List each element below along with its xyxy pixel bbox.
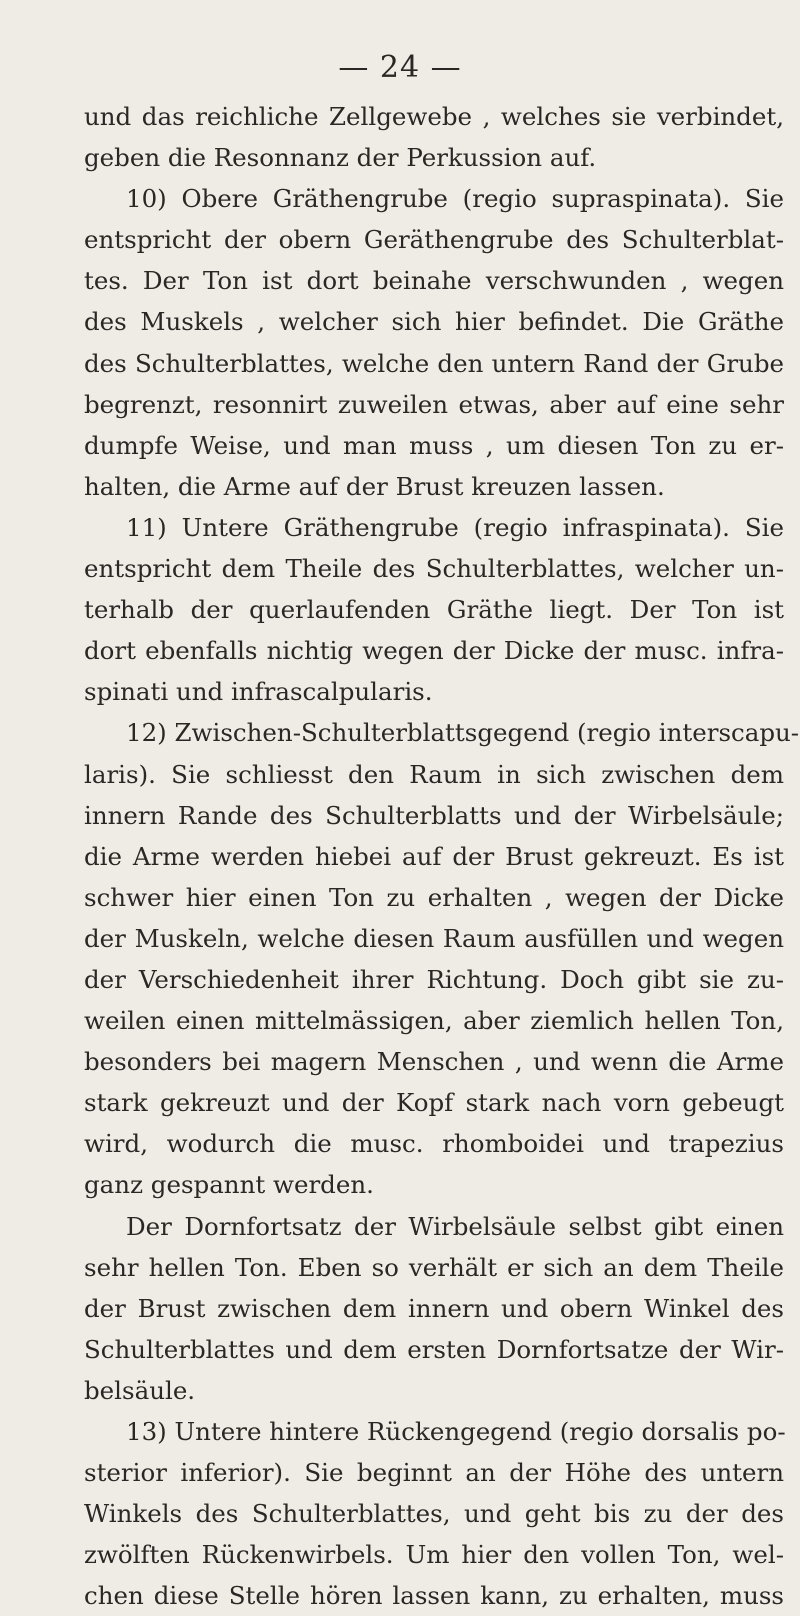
page-number: — 24 — [338, 50, 462, 85]
text-line: 13) Untere hintere Rückengegend (regio dorsalis po- [126, 1417, 786, 1446]
text-line: des Muskels , welcher sich hier befindet. Die Gräthe [84, 307, 784, 337]
text-line: sehr hellen Ton. Eben so verhält er sich an dem Theile [84, 1252, 784, 1282]
text-line: innern Rande des Schulterblatts und der Wirbelsäule; [84, 800, 784, 830]
text-line: weilen einen mittelmässigen, aber ziemlich hellen Ton, [84, 1006, 784, 1036]
text-line: geben die Resonnanz der Perkussion auf. [84, 143, 597, 173]
text-line: 11) Untere Gräthengrube (regio infraspinata). Sie [126, 512, 784, 542]
text-line: Der Dornfortsatz der Wirbelsäule selbst gibt einen [126, 1211, 784, 1241]
text-line: chen diese Stelle hören lassen kann, zu erhalten, muss [84, 1581, 784, 1611]
text-line: 10) Obere Gräthengrube (regio supraspinata). Sie [126, 184, 784, 214]
text-line: die Arme werden hiebei auf der Brust gekreuzt. Es ist [84, 841, 784, 871]
text-line: und das reichliche Zellgewebe , welches sie verbindet, [84, 102, 784, 131]
text-line: begrenzt, resonnirt zuweilen etwas, aber auf eine sehr [84, 389, 784, 419]
text-line: stark gekreuzt und der Kopf stark nach vorn gebeugt [84, 1088, 784, 1118]
text-line: ganz gespannt werden. [84, 1170, 374, 1200]
text-line: dumpfe Weise, und man muss , um diesen Ton zu er- [84, 430, 784, 460]
text-line: der Brust zwischen dem innern und obern Winkel des [84, 1293, 784, 1323]
text-line: besonders bei magern Menschen , und wenn die Arme [84, 1047, 784, 1077]
text-line: Schulterblattes und dem ersten Dornfortsatze der Wir- [84, 1334, 784, 1364]
text-line: halten, die Arme auf der Brust kreuzen lassen. [84, 471, 665, 501]
text-line: terhalb der querlaufenden Gräthe liegt. Der Ton ist [84, 595, 784, 625]
text-line: des Schulterblattes, welche den untern Rand der Grube [84, 348, 784, 378]
body-text [84, 96, 800, 1616]
text-line: der Muskeln, welche diesen Raum ausfüllen und wegen [84, 923, 784, 953]
text-line: dort ebenfalls nichtig wegen der Dicke der musc. infra- [84, 636, 784, 666]
text-line: laris). Sie schliesst den Raum in sich zwischen dem [84, 759, 784, 789]
text-line: entspricht der obern Geräthengrube des Schulterblat- [84, 225, 784, 255]
text-line: 12) Zwischen-Schulterblattsgegend (regio interscapu- [126, 718, 800, 748]
text-line: entspricht dem Theile des Schulterblattes, welcher un- [84, 554, 784, 584]
text-line: Winkels des Schulterblattes, und geht bis zu der des [84, 1499, 784, 1529]
text-line: zwölften Rückenwirbels. Um hier den vollen Ton, wel- [84, 1540, 784, 1570]
text-line: spinati und infrascalpularis. [84, 677, 433, 707]
text-line: tes. Der Ton ist dort beinahe verschwunden , wegen [84, 266, 784, 296]
text-line: sterior inferior). Sie beginnt an der Höhe des untern [84, 1458, 784, 1488]
text-line: belsäule. [84, 1375, 196, 1405]
text-line: wird, wodurch die musc. rhomboidei und trapezius [84, 1129, 784, 1159]
text-line: schwer hier einen Ton zu erhalten , wegen der Dicke [84, 882, 784, 912]
text-line: der Verschiedenheit ihrer Richtung. Doch gibt sie zu- [84, 964, 784, 994]
